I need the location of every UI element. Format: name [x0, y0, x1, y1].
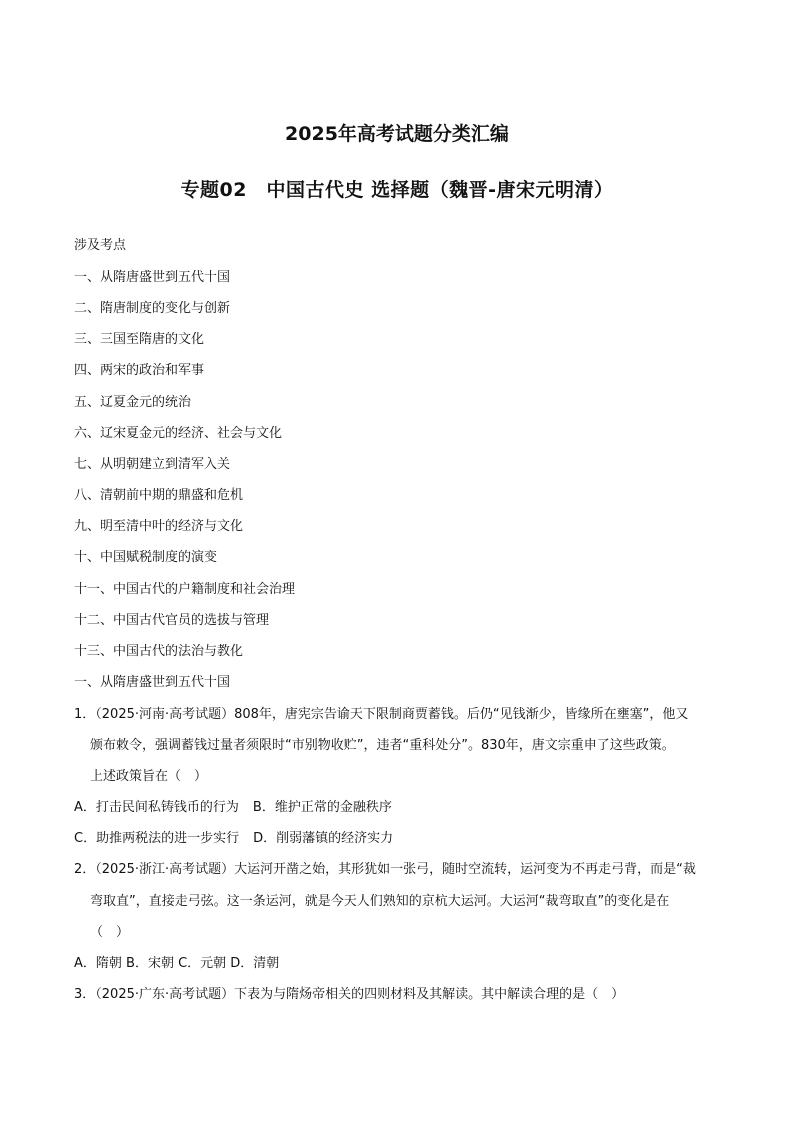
option-d: D．削弱藩镇的经济实力	[253, 831, 394, 846]
question-2-line: 弯取直”，直接走弓弦。这一条运河，就是今天人们熟知的京杭大运河。大运河“裁弯取直”的变化是在	[90, 894, 670, 909]
topics-heading: 涉及考点	[74, 238, 127, 253]
question-1-line: 上述政策旨在（ ）	[90, 769, 208, 784]
topic-item: 十一、中国古代的户籍制度和社会治理	[74, 582, 296, 597]
topic-item: 九、明至清中叶的经济与文化	[74, 519, 244, 534]
question-2-options: A．隋朝 B．宋朝 C．元朝 D．清朝	[74, 956, 280, 971]
question-1-line: 颁布敕令，强调蓄钱过量者须限时“市别物收贮”，违者“重科处分”。830年，唐文宗重申了这些政策。	[90, 738, 675, 753]
topic-item: 二、隋唐制度的变化与创新	[74, 301, 231, 316]
topic-item: 八、清朝前中期的鼎盛和危机	[74, 488, 244, 503]
question-3-line: 3．（2025·广东·高考试题）下表为与隋炀帝相关的四则材料及其解读。其中解读合理的是（ ）	[74, 987, 625, 1002]
question-1-options-row	[74, 830, 393, 848]
topic-item: 四、两宋的政治和军事	[74, 363, 205, 378]
topic-item: 十、中国赋税制度的演变	[74, 550, 218, 565]
question-1-line: 1．（2025·河南·高考试题）808年，唐宪宗告谕天下限制商贾蓄钱。后仍“见钱渐少，皆缘所在壅塞”，他又	[74, 707, 689, 722]
section-heading: 一、从隋唐盛世到五代十国	[74, 675, 231, 690]
document-title: 2025年高考试题分类汇编	[285, 123, 509, 145]
option-b: B．维护正常的金融秩序	[252, 800, 392, 815]
question-1-options-row	[74, 799, 392, 817]
topic-item: 三、三国至隋唐的文化	[74, 332, 205, 347]
document-subtitle: 专题02 中国古代史 选择题（魏晋-唐宋元明清）	[180, 179, 614, 201]
topic-item: 六、辽宋夏金元的经济、社会与文化	[74, 426, 283, 441]
topic-item: 十三、中国古代的法治与教化	[74, 644, 244, 659]
topic-item: 一、从隋唐盛世到五代十国	[74, 270, 231, 285]
topic-item: 七、从明朝建立到清军入关	[74, 457, 231, 472]
question-2-line: （ ）	[90, 925, 130, 940]
topic-item: 五、辽夏金元的统治	[74, 395, 192, 410]
option-a: A．打击民间私铸钱币的行为	[74, 800, 239, 815]
question-2-line: 2．（2025·浙江·高考试题）大运河开凿之始，其形犹如一张弓，随时空流转，运河变为不再走弓背，而是“裁	[74, 862, 696, 877]
topic-item: 十二、中国古代官员的选拔与管理	[74, 613, 270, 628]
option-c: C．助推两税法的进一步实行	[74, 831, 240, 846]
